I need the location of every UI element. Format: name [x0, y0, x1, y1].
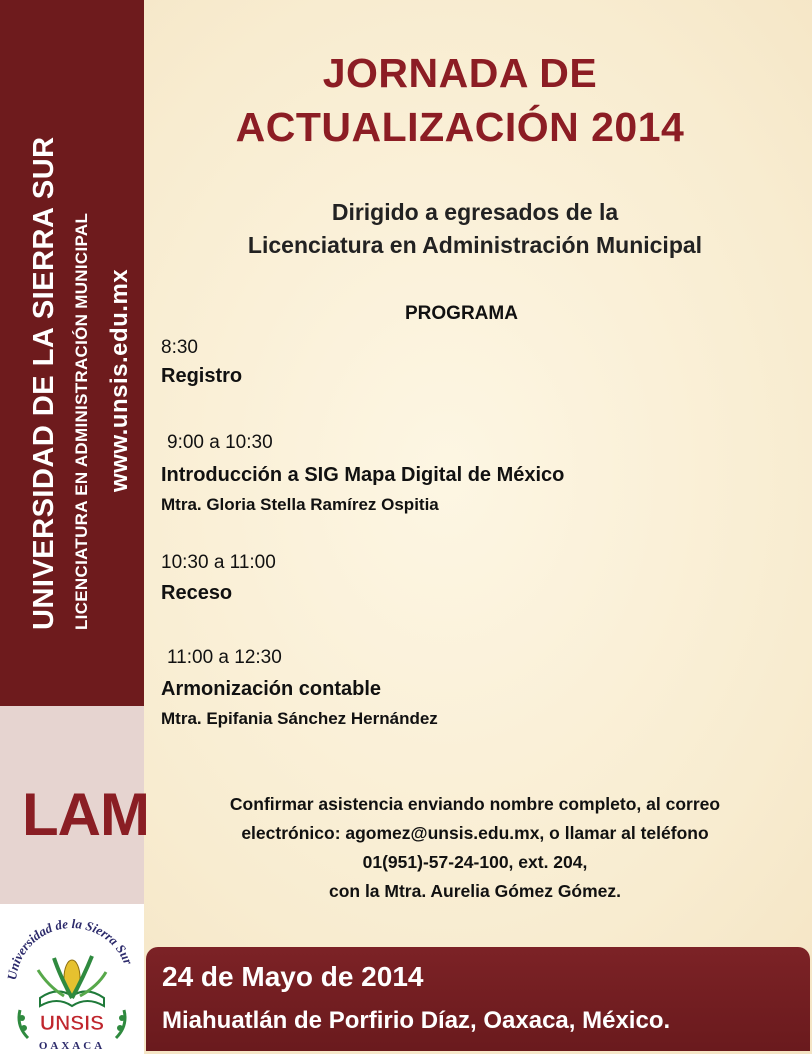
schedule-speaker: Mtra. Epifania Sánchez Hernández — [161, 709, 438, 728]
schedule-item-details — [161, 464, 564, 515]
rsvp-note — [160, 790, 790, 906]
date-location-banner — [146, 947, 810, 1051]
logo-name: UNSIS — [39, 1012, 105, 1035]
schedule-activity: Registro — [161, 365, 243, 387]
schedule-item — [161, 337, 242, 388]
subtitle-line2: Licenciatura en Administración Municipal — [247, 232, 703, 258]
schedule-time: 8:30 — [161, 337, 198, 358]
schedule-item — [161, 552, 276, 605]
schedule-item — [167, 432, 273, 454]
university-name: UNIVERSIDAD DE LA SIERRA SUR — [28, 136, 60, 630]
unsis-logo — [2, 906, 142, 1052]
event-title-line2: ACTUALIZACIÓN 2014 — [235, 104, 685, 150]
logo-state: OAXACA — [38, 1040, 106, 1052]
program-heading: PROGRAMA — [405, 303, 518, 324]
rsvp-line4: con la Mtra. Aurelia Gómez Gómez. — [328, 881, 622, 901]
rsvp-line3: 01(951)-57-24-100, ext. 204, — [362, 852, 588, 872]
event-subtitle — [160, 196, 790, 262]
schedule-activity: Receso — [161, 582, 233, 604]
event-location: Miahuatlán de Porfirio Díaz, Oaxaca, México. — [162, 1007, 671, 1034]
schedule-time: 11:00 a 12:30 — [167, 647, 282, 668]
schedule-activity: Armonización contable — [161, 678, 382, 700]
program-acronym: LAM — [22, 781, 149, 848]
schedule-item-details — [161, 678, 438, 729]
event-date: 24 de Mayo de 2014 — [162, 961, 424, 992]
event-title-line1: JORNADA DE — [322, 50, 598, 96]
schedule-time: 9:00 a 10:30 — [167, 432, 273, 453]
event-title — [160, 46, 760, 154]
schedule-item — [167, 647, 282, 669]
schedule-time: 10:30 a 11:00 — [161, 552, 276, 573]
rsvp-line1: Confirmar asistencia enviando nombre completo, al correo — [229, 794, 721, 814]
program-name: LICENCIATURA EN ADMINISTRACIÓN MUNICIPAL — [72, 212, 91, 630]
logo-ring-text: Universidad de la Sierra Sur — [4, 915, 137, 981]
schedule-activity: Introducción a SIG Mapa Digital de México — [161, 464, 565, 486]
website-link[interactable]: www.unsis.edu.mx — [106, 268, 133, 492]
subtitle-line1: Dirigido a egresados de la — [331, 199, 619, 225]
rsvp-line2[interactable]: electrónico: agomez@unsis.edu.mx, o llamar al teléfono — [241, 823, 709, 843]
schedule-speaker: Mtra. Gloria Stella Ramírez Ospitia — [161, 495, 439, 514]
